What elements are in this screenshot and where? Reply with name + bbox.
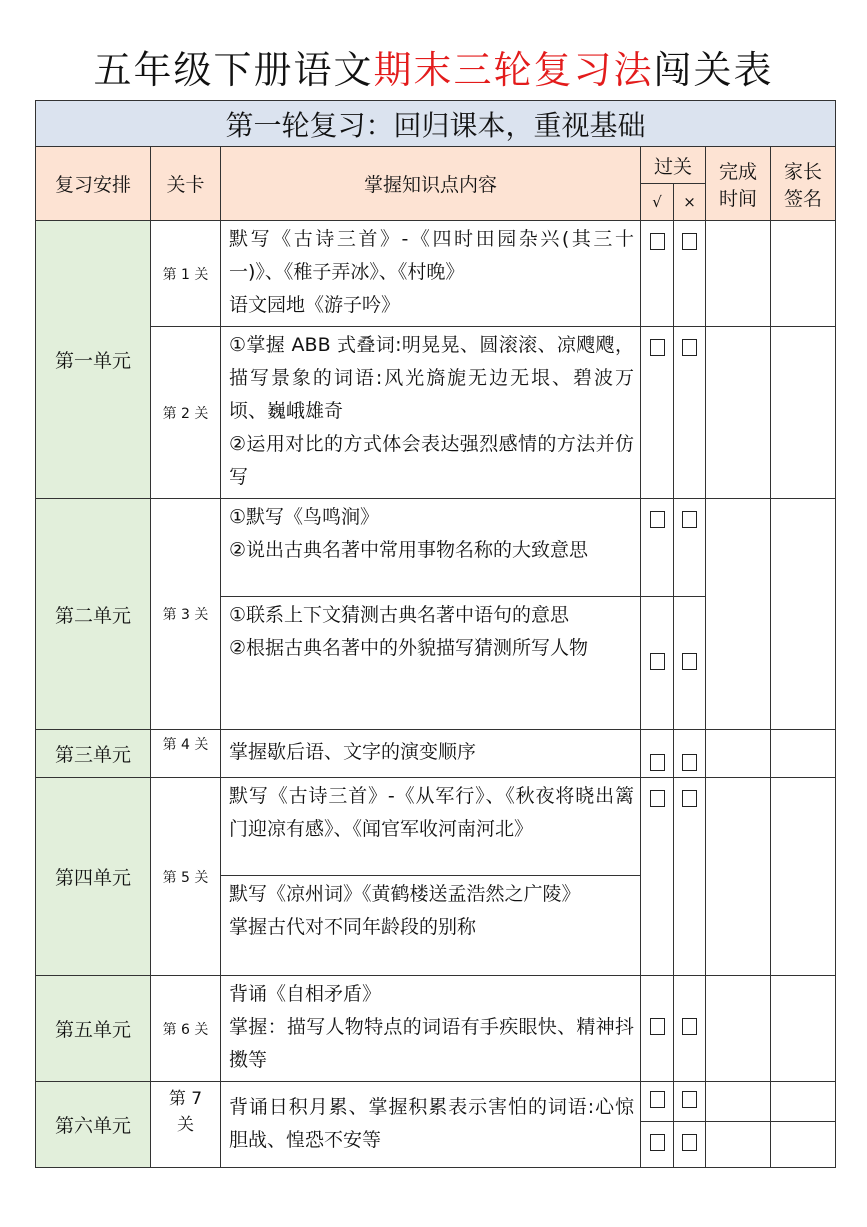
content-line: 默写《凉州词》《黄鹤楼送孟浩然之广陵》	[229, 883, 581, 905]
pass-no-cell	[674, 778, 706, 976]
table-row	[36, 327, 836, 499]
round-banner: 第一轮复习：回归课本，重视基础	[36, 101, 836, 147]
content-cell	[221, 597, 641, 730]
pass-no-cell	[674, 221, 706, 327]
pass-yes-cell	[641, 1082, 674, 1122]
done-time-cell[interactable]	[706, 976, 771, 1082]
pass-yes-checkbox[interactable]	[650, 511, 665, 528]
table-row	[36, 1082, 836, 1122]
parent-sign-cell[interactable]	[771, 778, 836, 976]
content-line: 语文园地《游子吟》	[229, 294, 401, 316]
content-line: ②根据古典名著中的外貌描写猜测所写人物	[229, 637, 589, 659]
level-cell: 第 1 关	[151, 221, 221, 327]
level-line-1: 第 7	[168, 1089, 203, 1109]
header-done-time-line-1: 完成	[718, 160, 757, 183]
pass-yes-cell	[641, 976, 674, 1082]
parent-sign-cell[interactable]	[771, 499, 836, 730]
pass-yes-checkbox[interactable]	[650, 754, 665, 771]
pass-no-cell	[674, 976, 706, 1082]
header-parent-line-2: 签名	[784, 187, 823, 210]
unit-cell: 第六单元	[36, 1082, 151, 1168]
pass-no-cell	[674, 499, 706, 597]
pass-no-cell	[674, 597, 706, 730]
content-line: ①掌握 ABB 式叠词:明晃晃、圆滚滚、凉飕飕，描写景象的词语:风光旖旎无边无垠、碧波万顷、巍峨雄奇	[229, 334, 634, 422]
done-time-cell[interactable]	[706, 778, 771, 976]
pass-no-cell	[674, 327, 706, 499]
review-checklist-table	[35, 100, 836, 1168]
pass-no-checkbox[interactable]	[682, 1018, 697, 1035]
header-level: 关卡	[151, 147, 221, 221]
pass-yes-checkbox[interactable]	[650, 233, 665, 250]
done-time-cell[interactable]	[706, 1082, 771, 1122]
done-time-cell[interactable]	[706, 499, 771, 730]
level-line-2: 关	[177, 1115, 194, 1135]
content-line: 掌握：描写人物特点的词语有手疾眼快、精神抖擞等	[229, 1016, 634, 1071]
table-row	[36, 976, 836, 1082]
parent-sign-cell[interactable]	[771, 976, 836, 1082]
pass-yes-cell	[641, 499, 674, 597]
level-cell: 第 6 关	[151, 976, 221, 1082]
unit-cell: 第一单元	[36, 221, 151, 499]
content-line: ①联系上下文猜测古典名著中语句的意思	[229, 604, 570, 626]
parent-sign-cell[interactable]	[771, 1122, 836, 1168]
pass-yes-checkbox[interactable]	[650, 653, 665, 670]
level-cell	[151, 1082, 221, 1168]
content-cell	[221, 221, 641, 327]
parent-sign-cell[interactable]	[771, 327, 836, 499]
pass-no-checkbox[interactable]	[682, 790, 697, 807]
pass-no-checkbox[interactable]	[682, 1091, 697, 1108]
unit-cell: 第二单元	[36, 499, 151, 730]
pass-yes-checkbox[interactable]	[650, 1091, 665, 1108]
parent-sign-cell[interactable]	[771, 730, 836, 778]
done-time-cell[interactable]	[706, 327, 771, 499]
pass-no-cell	[674, 730, 706, 778]
title-part-3: 闯关表	[653, 48, 774, 92]
level-cell: 第 2 关	[151, 327, 221, 499]
pass-no-checkbox[interactable]	[682, 233, 697, 250]
content-line: 默写《古诗三首》-《四时田园杂兴(其三十一)》、《稚子弄冰》、《村晚》	[229, 228, 634, 283]
pass-yes-cell	[641, 778, 674, 976]
content-cell	[221, 327, 641, 499]
unit-cell: 第四单元	[36, 778, 151, 976]
table-row	[36, 778, 836, 876]
title-part-2-highlight: 期末三轮复习法	[373, 48, 654, 92]
content-cell	[221, 778, 641, 876]
unit-cell: 第五单元	[36, 976, 151, 1082]
done-time-cell[interactable]	[706, 1122, 771, 1168]
pass-yes-checkbox[interactable]	[650, 790, 665, 807]
pass-yes-cell	[641, 597, 674, 730]
page-title	[0, 40, 867, 100]
pass-yes-cell	[641, 327, 674, 499]
header-pass-no: ×	[674, 184, 706, 221]
content-cell	[221, 876, 641, 976]
header-schedule: 复习安排	[36, 147, 151, 221]
pass-yes-cell	[641, 1122, 674, 1168]
content-line: 掌握歇后语、文字的演变顺序	[229, 741, 477, 763]
content-cell	[221, 499, 641, 597]
title-part-1: 五年级下册语文	[93, 48, 374, 92]
header-parent-line-1: 家长	[784, 160, 823, 183]
content-cell	[221, 1082, 641, 1168]
header-content: 掌握知识点内容	[221, 147, 641, 221]
pass-no-checkbox[interactable]	[682, 1134, 697, 1151]
content-line: ②说出古典名著中常用事物名称的大致意思	[229, 539, 589, 561]
unit-cell: 第三单元	[36, 730, 151, 778]
table-row	[36, 499, 836, 597]
done-time-cell[interactable]	[706, 221, 771, 327]
header-parent-sign	[771, 147, 836, 221]
level-cell: 第 3 关	[151, 499, 221, 730]
parent-sign-cell[interactable]	[771, 1082, 836, 1122]
level-cell: 第 5 关	[151, 778, 221, 976]
pass-no-cell	[674, 1122, 706, 1168]
pass-yes-cell	[641, 221, 674, 327]
content-line: 背诵《自相矛盾》	[229, 983, 382, 1005]
header-pass: 过关	[641, 147, 706, 184]
content-line: 默写《古诗三首》-《从军行》、《秋夜将晓出篱门迎凉有感》、《闻官军收河南河北》	[229, 785, 634, 840]
content-cell	[221, 730, 641, 778]
parent-sign-cell[interactable]	[771, 221, 836, 327]
pass-yes-checkbox[interactable]	[650, 339, 665, 356]
pass-yes-checkbox[interactable]	[650, 1018, 665, 1035]
pass-yes-checkbox[interactable]	[650, 1134, 665, 1151]
table-row	[36, 730, 836, 778]
content-cell	[221, 976, 641, 1082]
header-pass-yes: √	[641, 184, 674, 221]
pass-no-checkbox[interactable]	[682, 754, 697, 771]
header-done-time-line-2: 时间	[718, 187, 757, 210]
content-line: ①默写《鸟鸣涧》	[229, 506, 380, 528]
content-line: 背诵日积月累、掌握积累表示害怕的词语:心惊胆战、惶恐不安等	[229, 1095, 634, 1151]
content-line: ②运用对比的方式体会表达强烈感情的方法并仿写	[229, 433, 634, 488]
header-done-time	[706, 147, 771, 221]
pass-no-checkbox[interactable]	[682, 653, 697, 670]
pass-no-cell	[674, 1082, 706, 1122]
level-cell: 第 4 关	[151, 730, 221, 778]
done-time-cell[interactable]	[706, 730, 771, 778]
pass-no-checkbox[interactable]	[682, 339, 697, 356]
pass-no-checkbox[interactable]	[682, 511, 697, 528]
table-row	[36, 221, 836, 327]
content-line: 掌握古代对不同年龄段的别称	[229, 916, 477, 938]
pass-yes-cell	[641, 730, 674, 778]
